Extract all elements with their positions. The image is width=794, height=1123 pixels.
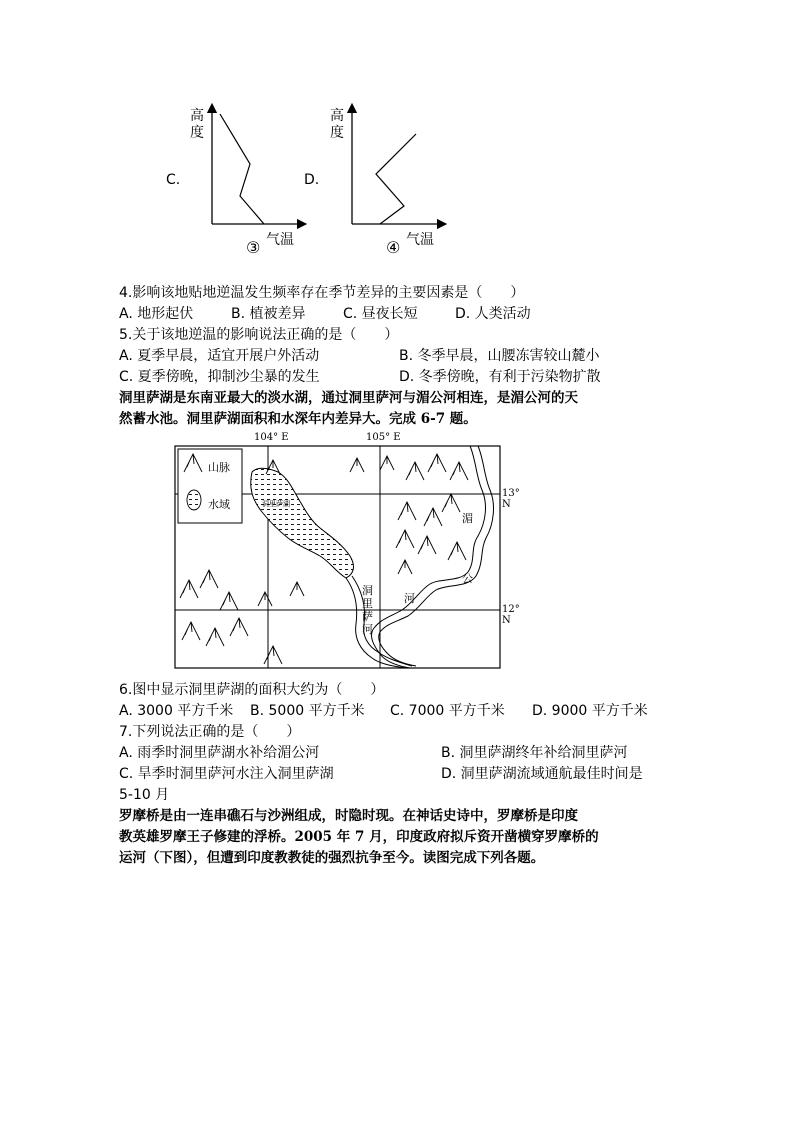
- q4-option-b[interactable]: B. 植被差异: [231, 306, 306, 322]
- graph-c-xlabel: 气温: [266, 232, 294, 248]
- passage1-line2: 然蓄水池。洞里萨湖面积和水深年内差异大。完成 6-7 题。: [119, 411, 477, 427]
- river-char-2: 里: [362, 597, 373, 610]
- graph-d-xlabel: 气温: [406, 232, 434, 248]
- lon-105-label: 105° E: [366, 432, 401, 443]
- mekong-char-3: 河: [404, 592, 415, 605]
- passage1-line1: 洞里萨湖是东南亚最大的淡水湖，通过洞里萨河与湄公河相连，是湄公河的天: [119, 390, 578, 406]
- passage2-line3: 运河（下图），但遭到印度教教徒的强烈抗争至今。读图完成下列各题。: [119, 850, 545, 866]
- graph-d-number: ④: [386, 238, 401, 257]
- q7-option-a[interactable]: A. 雨季时洞里萨湖水补给湄公河: [119, 745, 320, 761]
- q7-stem: 7.下列说法正确的是（ ）: [119, 724, 301, 740]
- legend-mountain-label: 山脉: [208, 461, 230, 474]
- q5-option-d[interactable]: D. 冬季傍晚，有利于污染物扩散: [399, 369, 601, 385]
- q4-option-c[interactable]: C. 昼夜长短: [343, 306, 418, 322]
- q5-option-b[interactable]: B. 冬季早晨，山腰冻害较山麓小: [399, 348, 600, 364]
- q6-stem: 6.图中显示洞里萨湖的面积大约为（ ）: [119, 682, 385, 698]
- river-char-4: 河: [362, 623, 373, 636]
- q4-option-a[interactable]: A. 地形起伏: [119, 306, 194, 322]
- q5-option-a[interactable]: A. 夏季早晨，适宜开展户外活动: [119, 348, 320, 364]
- lat-13-label: 13° N: [502, 488, 520, 510]
- graph-c-number: ③: [246, 238, 261, 257]
- q4-option-d[interactable]: D. 人类活动: [455, 306, 531, 322]
- q6-option-b[interactable]: B. 5000 平方千米: [250, 703, 365, 719]
- legend-water-label: 水域: [208, 498, 230, 511]
- lake-label: 洞里萨湖: [262, 500, 290, 508]
- q6-option-c[interactable]: C. 7000 平方千米: [390, 703, 505, 719]
- graph-d-ylabel: 高度: [330, 108, 344, 141]
- q7-option-d[interactable]: D. 洞里萨湖流域通航最佳时间是: [441, 766, 643, 782]
- passage2-line1: 罗摩桥是由一连串礁石与沙洲组成，时隐时现。在神话史诗中，罗摩桥是印度: [119, 808, 578, 824]
- q6-option-a[interactable]: A. 3000 平方千米: [119, 703, 234, 719]
- passage2-line2: 教英雄罗摩王子修建的浮桥。2005 年 7 月，印度政府拟斥资开凿横穿罗摩桥的: [119, 829, 599, 845]
- river-char-3: 萨: [362, 610, 373, 623]
- graph-c-curve: [220, 114, 264, 224]
- lat-12-label: 12° N: [502, 604, 520, 626]
- graph-d-curve: [376, 134, 416, 224]
- q6-option-d[interactable]: D. 9000 平方千米: [532, 703, 648, 719]
- graph-c-ylabel: 高度: [190, 108, 204, 141]
- q7-option-c[interactable]: C. 旱季时洞里萨河水注入洞里萨湖: [119, 766, 334, 782]
- tonle-sap-river: [346, 578, 406, 668]
- legend-water-symbol: [187, 490, 201, 510]
- mekong-char-2: 公: [462, 572, 473, 585]
- q7-option-d-cont: 5-10 月: [119, 787, 170, 803]
- graph-d: [300, 98, 450, 258]
- river-char-1: 洞: [362, 584, 373, 597]
- graph-d-option-letter: D.: [304, 172, 320, 188]
- q5-option-c[interactable]: C. 夏季傍晚，抑制沙尘暴的发生: [119, 369, 320, 385]
- mekong-river: [372, 446, 486, 668]
- q7-option-b[interactable]: B. 洞里萨湖终年补给洞里萨河: [441, 745, 628, 761]
- graph-c-option-letter: C.: [166, 172, 181, 188]
- q4-stem: 4.影响该地贴地逆温发生频率存在季节差异的主要因素是（ ）: [119, 285, 525, 301]
- tonle-sap-map: [170, 432, 520, 672]
- graph-c: [160, 98, 310, 258]
- mekong-char-1: 湄: [462, 512, 473, 525]
- tonle-sap-lake: [251, 468, 354, 578]
- q5-stem: 5.关于该地逆温的影响说法正确的是（ ）: [119, 327, 399, 343]
- lon-104-label: 104° E: [254, 432, 289, 443]
